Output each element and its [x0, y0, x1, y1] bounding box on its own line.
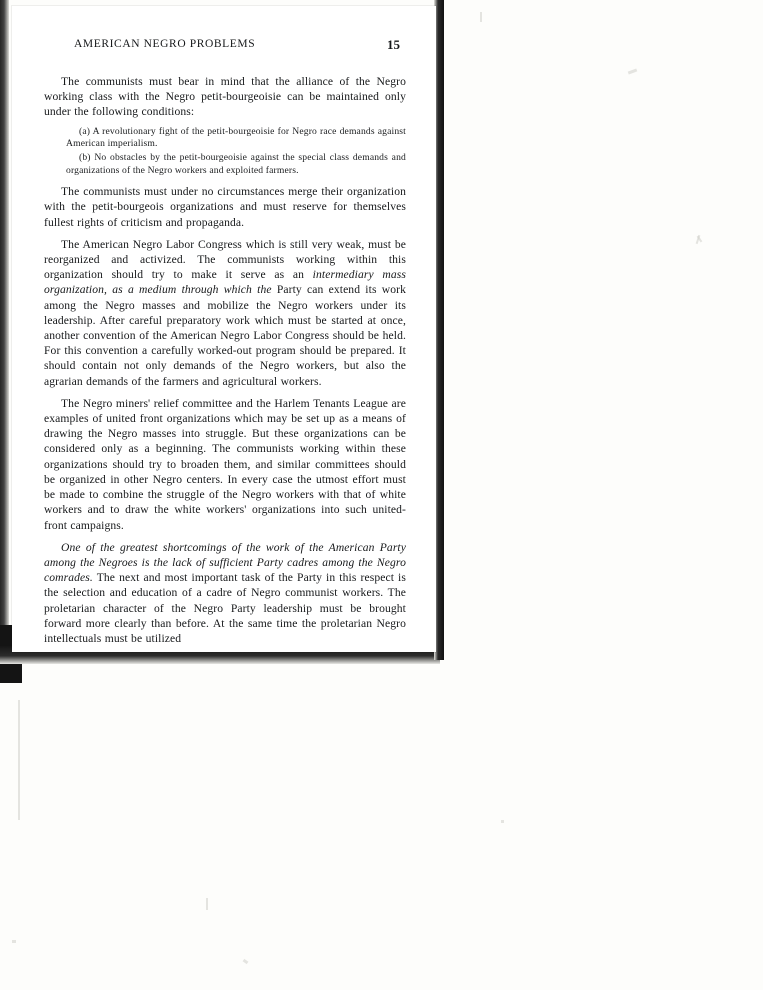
list-item-label: (a) [79, 125, 91, 137]
scan-speckle [480, 12, 482, 22]
scan-speckle [501, 820, 504, 823]
paragraph-3 [44, 237, 406, 389]
list-item [66, 126, 406, 151]
paragraph-5-italic: One of the greatest shortcomings of the work of the American Party among the Negroes is the lack of sufficient Party cadres among the Negro comrades. [44, 540, 406, 585]
list-item-label: (b) [79, 152, 91, 164]
list-item-text: No obstacles by the petit-bourgeoisie against the special class demands and organizations of the Negro workers and exploited farmers. [66, 152, 406, 176]
page-text-block [44, 38, 406, 646]
paragraph-5-text-after: The next and most important task of the Party in this respect is the selection and education of a cadre of Negro communist workers. The proletarian character of the Negro Party leadership must be brought forward more clearly than before. At the same time the proletarian Negro intellectuals must be utilized [44, 571, 406, 645]
list-item [66, 152, 406, 177]
running-head [44, 38, 406, 60]
paragraph-1: The communists must bear in mind that the alliance of the Negro working class with the Negro petit-bourgeoisie can be maintained only under the following conditions: [44, 75, 406, 119]
scan-speckle [12, 940, 16, 943]
running-head-title: AMERICAN NEGRO PROBLEMS [74, 38, 256, 50]
scan-edge-left [0, 0, 9, 632]
paragraph-5 [44, 540, 406, 646]
scanned-page [12, 6, 436, 652]
page-number: 15 [387, 37, 400, 52]
scan-speckle [206, 898, 208, 910]
paragraph-2: The communists must under no circumstances merge their organization with the petit-bourgeois organizations and must reserve for themselves fullest rights of criticism and propaganda. [44, 185, 406, 229]
conditions-list [44, 126, 406, 178]
paragraph-3-italic: intermediary mass organization, as a medium through which the [44, 268, 406, 297]
paragraph-3-text-after: Party can extend its work among the Negro masses and mobilize the Negro workers under its leadership. After careful preparatory work which must be started at once, another convention of the American Negro Labor Congress should be held. For this convention a carefully worked-out program should be prepared. It should contain not only demands of the Negro workers, but also the agrarian demands of the farmers and agricultural workers. [44, 283, 406, 388]
paragraph-4: The Negro miners' relief committee and the Harlem Tenants League are examples of united front organizations which may be set up as a means of drawing the Negro masses into struggle. But these organizations can be considered only as a beginning. The communists working within these organizations should try to broaden them, and similar committees should be organized in other Negro centers. In every case the utmost effort must be made to combine the struggle of the Negro workers with that of white workers and to draw the white workers' organizations into such united-front campaigns. [44, 396, 406, 532]
list-item-text: A revolutionary fight of the petit-bourgeoisie for Negro race demands against American imperialism. [66, 125, 406, 150]
scan-speckle [18, 700, 20, 820]
paragraph-3-text-before: The American Negro Labor Congress which is still very weak, must be reorganized and activized. The communists working within this organization should try to make it serve as an [44, 237, 406, 282]
